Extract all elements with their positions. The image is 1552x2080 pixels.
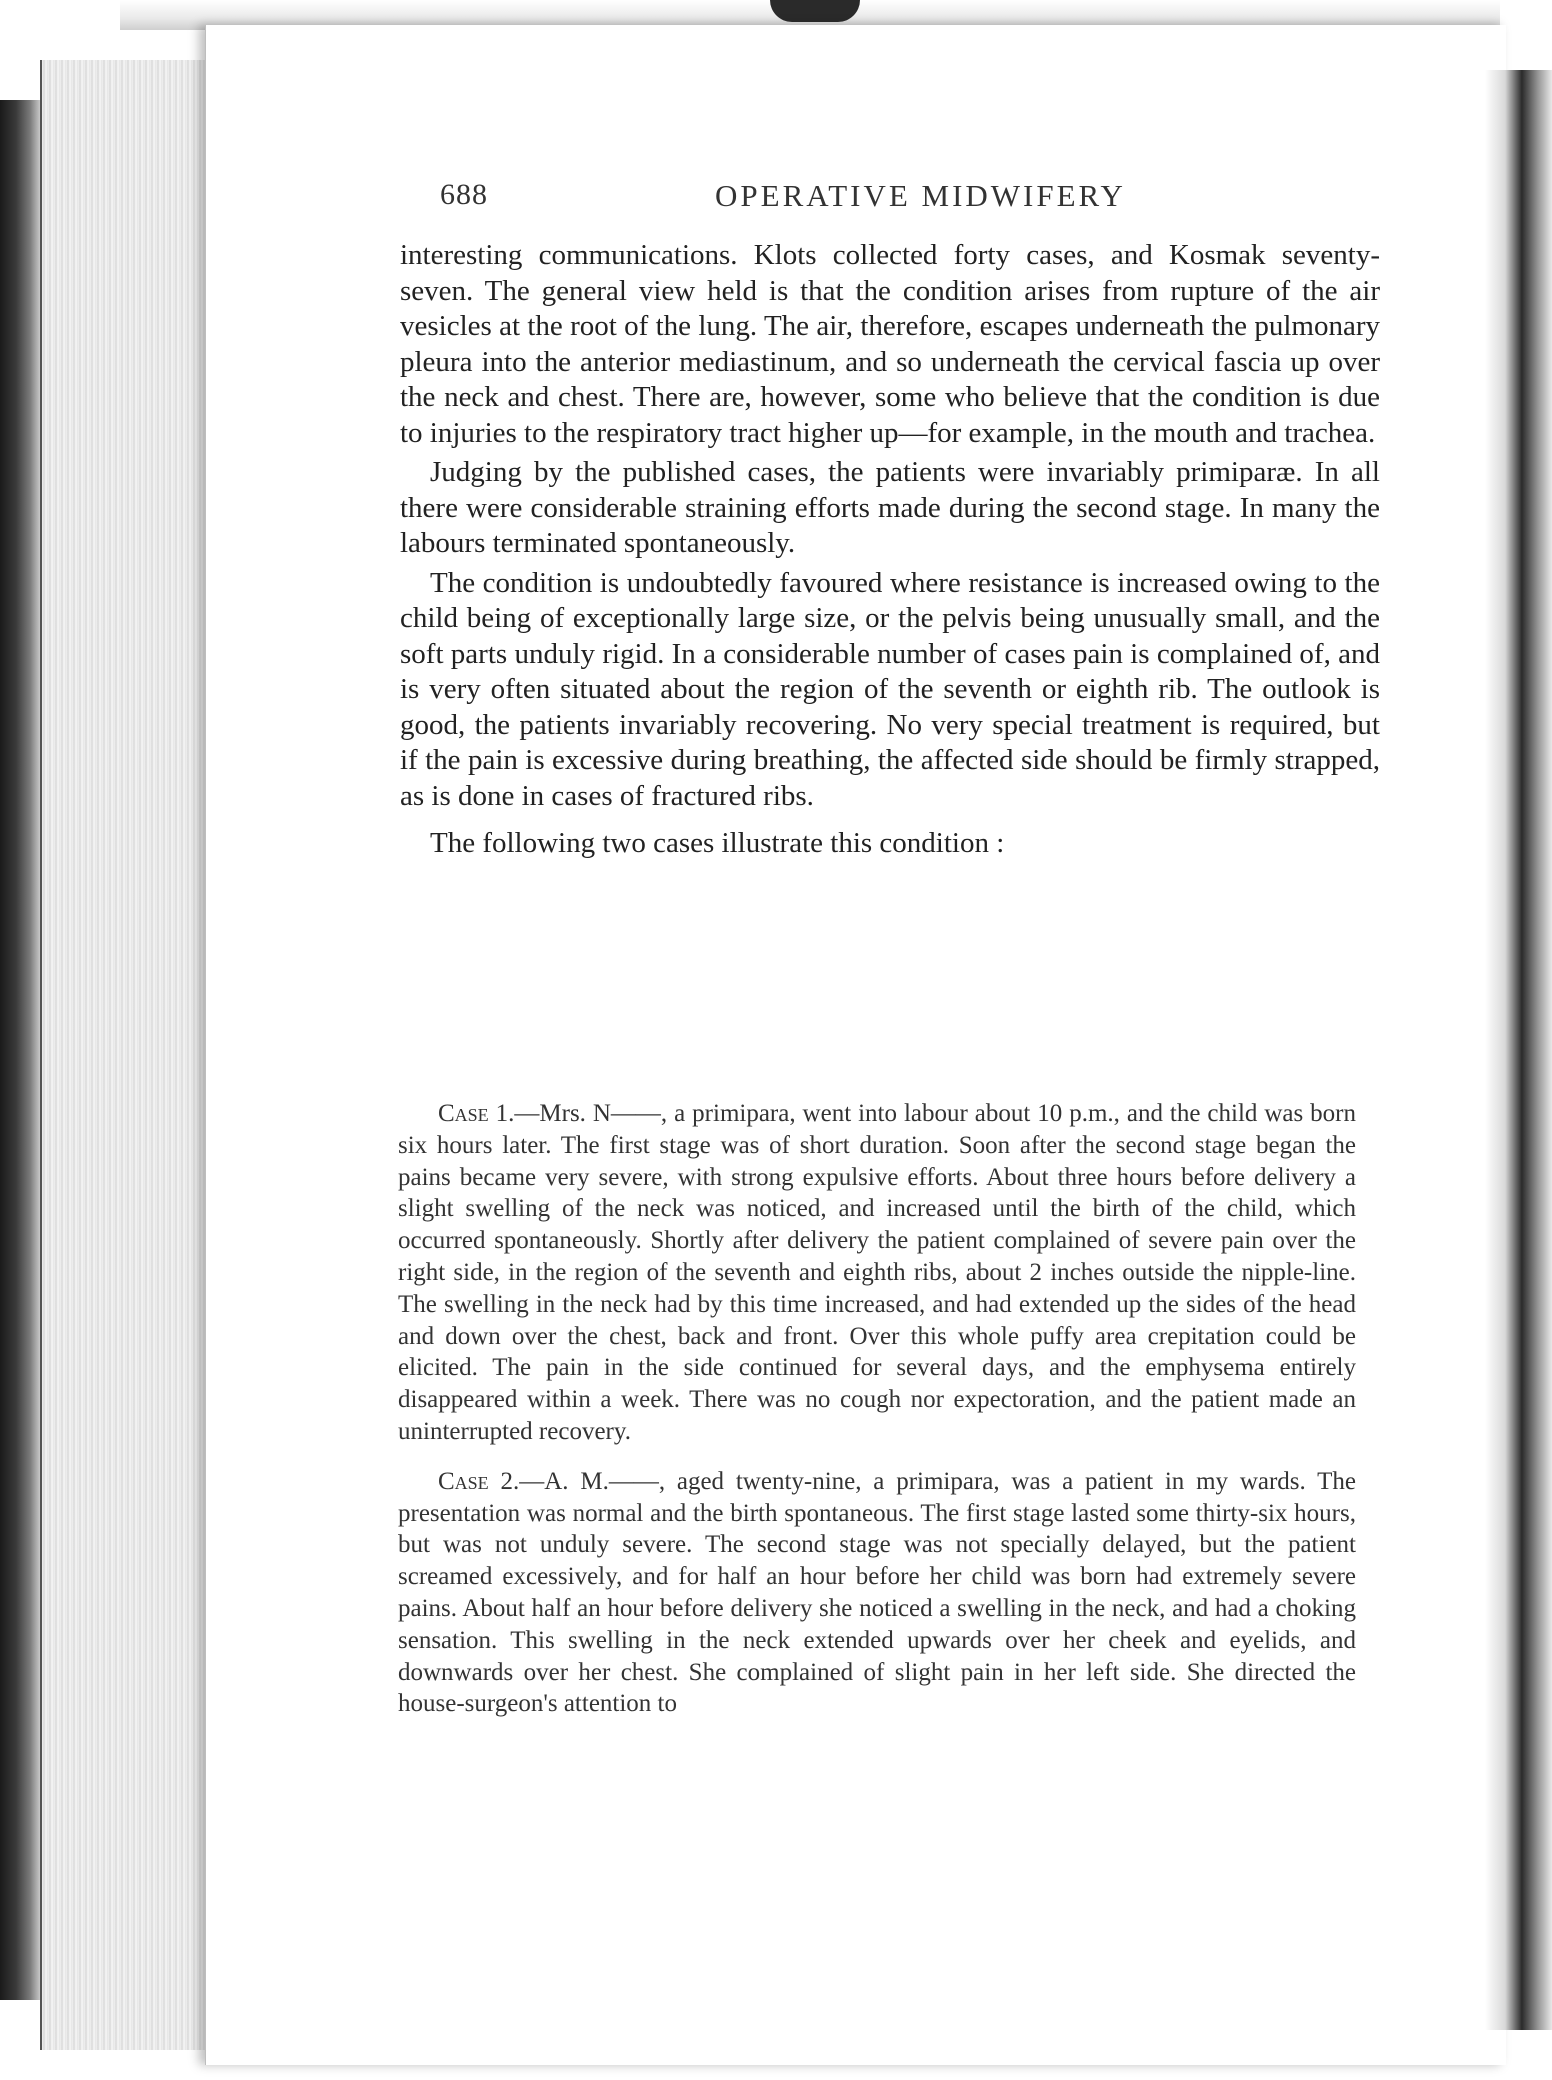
running-title: OPERATIVE MIDWIFERY xyxy=(715,178,1126,213)
page-number: 688 xyxy=(440,178,488,211)
paragraph-1: interesting communications. Klots collected forty cases, and Kosmak seventy-seven. The general view held is that the condition arises from rupture of the air vesicles at the root of the lung. The air, therefore, escapes underneath the pulmonary pleura into the anterior mediastinum, and so underneath the cervical fascia up over the neck and chest. There are, however, some who believe that the condition is due to injuries to the respiratory tract higher up—for example, in the mouth and trachea. xyxy=(400,239,1380,449)
case-1 xyxy=(398,1098,1356,1448)
case-2-text: —A. M.——, aged twenty-nine, a primipara, was a patient in my wards. The presentation was normal and the birth spontaneous. The first stage lasted some thirty-six hours, but was not unduly severe. The second stage was not specially delayed, but the patient screamed excessively, and for half an hour before her child was born had extremely severe pains. About half an hour before delivery she noticed a swelling in the neck, and had a choking sensation. This swelling in the neck extended upwards over her cheek and eyelids, and downwards over her chest. She complained of slight pain in her left side. She directed the house-surgeon's attention to xyxy=(398,1467,1356,1718)
main-text xyxy=(400,238,1380,862)
book-binding-edge xyxy=(0,100,40,2000)
paragraph-3: The condition is undoubtedly favoured where resistance is increased owing to the child being of exceptionally large size, or the pelvis being unusually small, and the soft parts unduly rigid. In a considerable number of cases pain is complained of, and is very often situated about the region of the seventh or eighth rib. The outlook is good, the patients invariably recovering. No very special treatment is required, but if the pain is excessive during breathing, the affected side should be firmly strapped, as is done in cases of fractured ribs. xyxy=(400,566,1380,812)
case-1-label: Case 1. xyxy=(438,1100,515,1127)
book-top-shadow xyxy=(770,0,860,22)
case-2 xyxy=(398,1466,1356,1720)
case-reports xyxy=(398,1098,1356,1720)
running-head xyxy=(440,178,1380,228)
paragraph-2: Judging by the published cases, the patients were invariably primiparæ. In all there were considerable straining efforts made during the second stage. In many the labours terminated spontaneously. xyxy=(400,456,1380,559)
paragraph-4: The following two cases illustrate this condition : xyxy=(430,827,1005,859)
facing-page-fold xyxy=(1485,70,1552,2030)
case-1-text: —Mrs. N——, a primipara, went into labour about 10 p.m., and the child was born six hours later. The first stage was of short duration. Soon after the second stage began the pains became very severe, with strong expulsive efforts. About three hours before delivery a slight swelling of the neck was noticed, and increased until the birth of the child, which occurred spontaneously. Shortly after delivery the patient complained of severe pain over the right side, in the region of the seventh and eighth ribs, about 2 inches outside the nipple-line. The swelling in the neck had by this time increased, and had extended up the sides of the head and down over the chest, back and front. Over this whole puffy area crepitation could be elicited. The pain in the side continued for several days, and the emphysema entirely disappeared within a week. There was no cough nor expectoration, and the patient made an uninterrupted recovery. xyxy=(398,1100,1356,1445)
case-2-label: Case 2. xyxy=(438,1467,520,1495)
page-stack-edge xyxy=(40,60,222,2050)
